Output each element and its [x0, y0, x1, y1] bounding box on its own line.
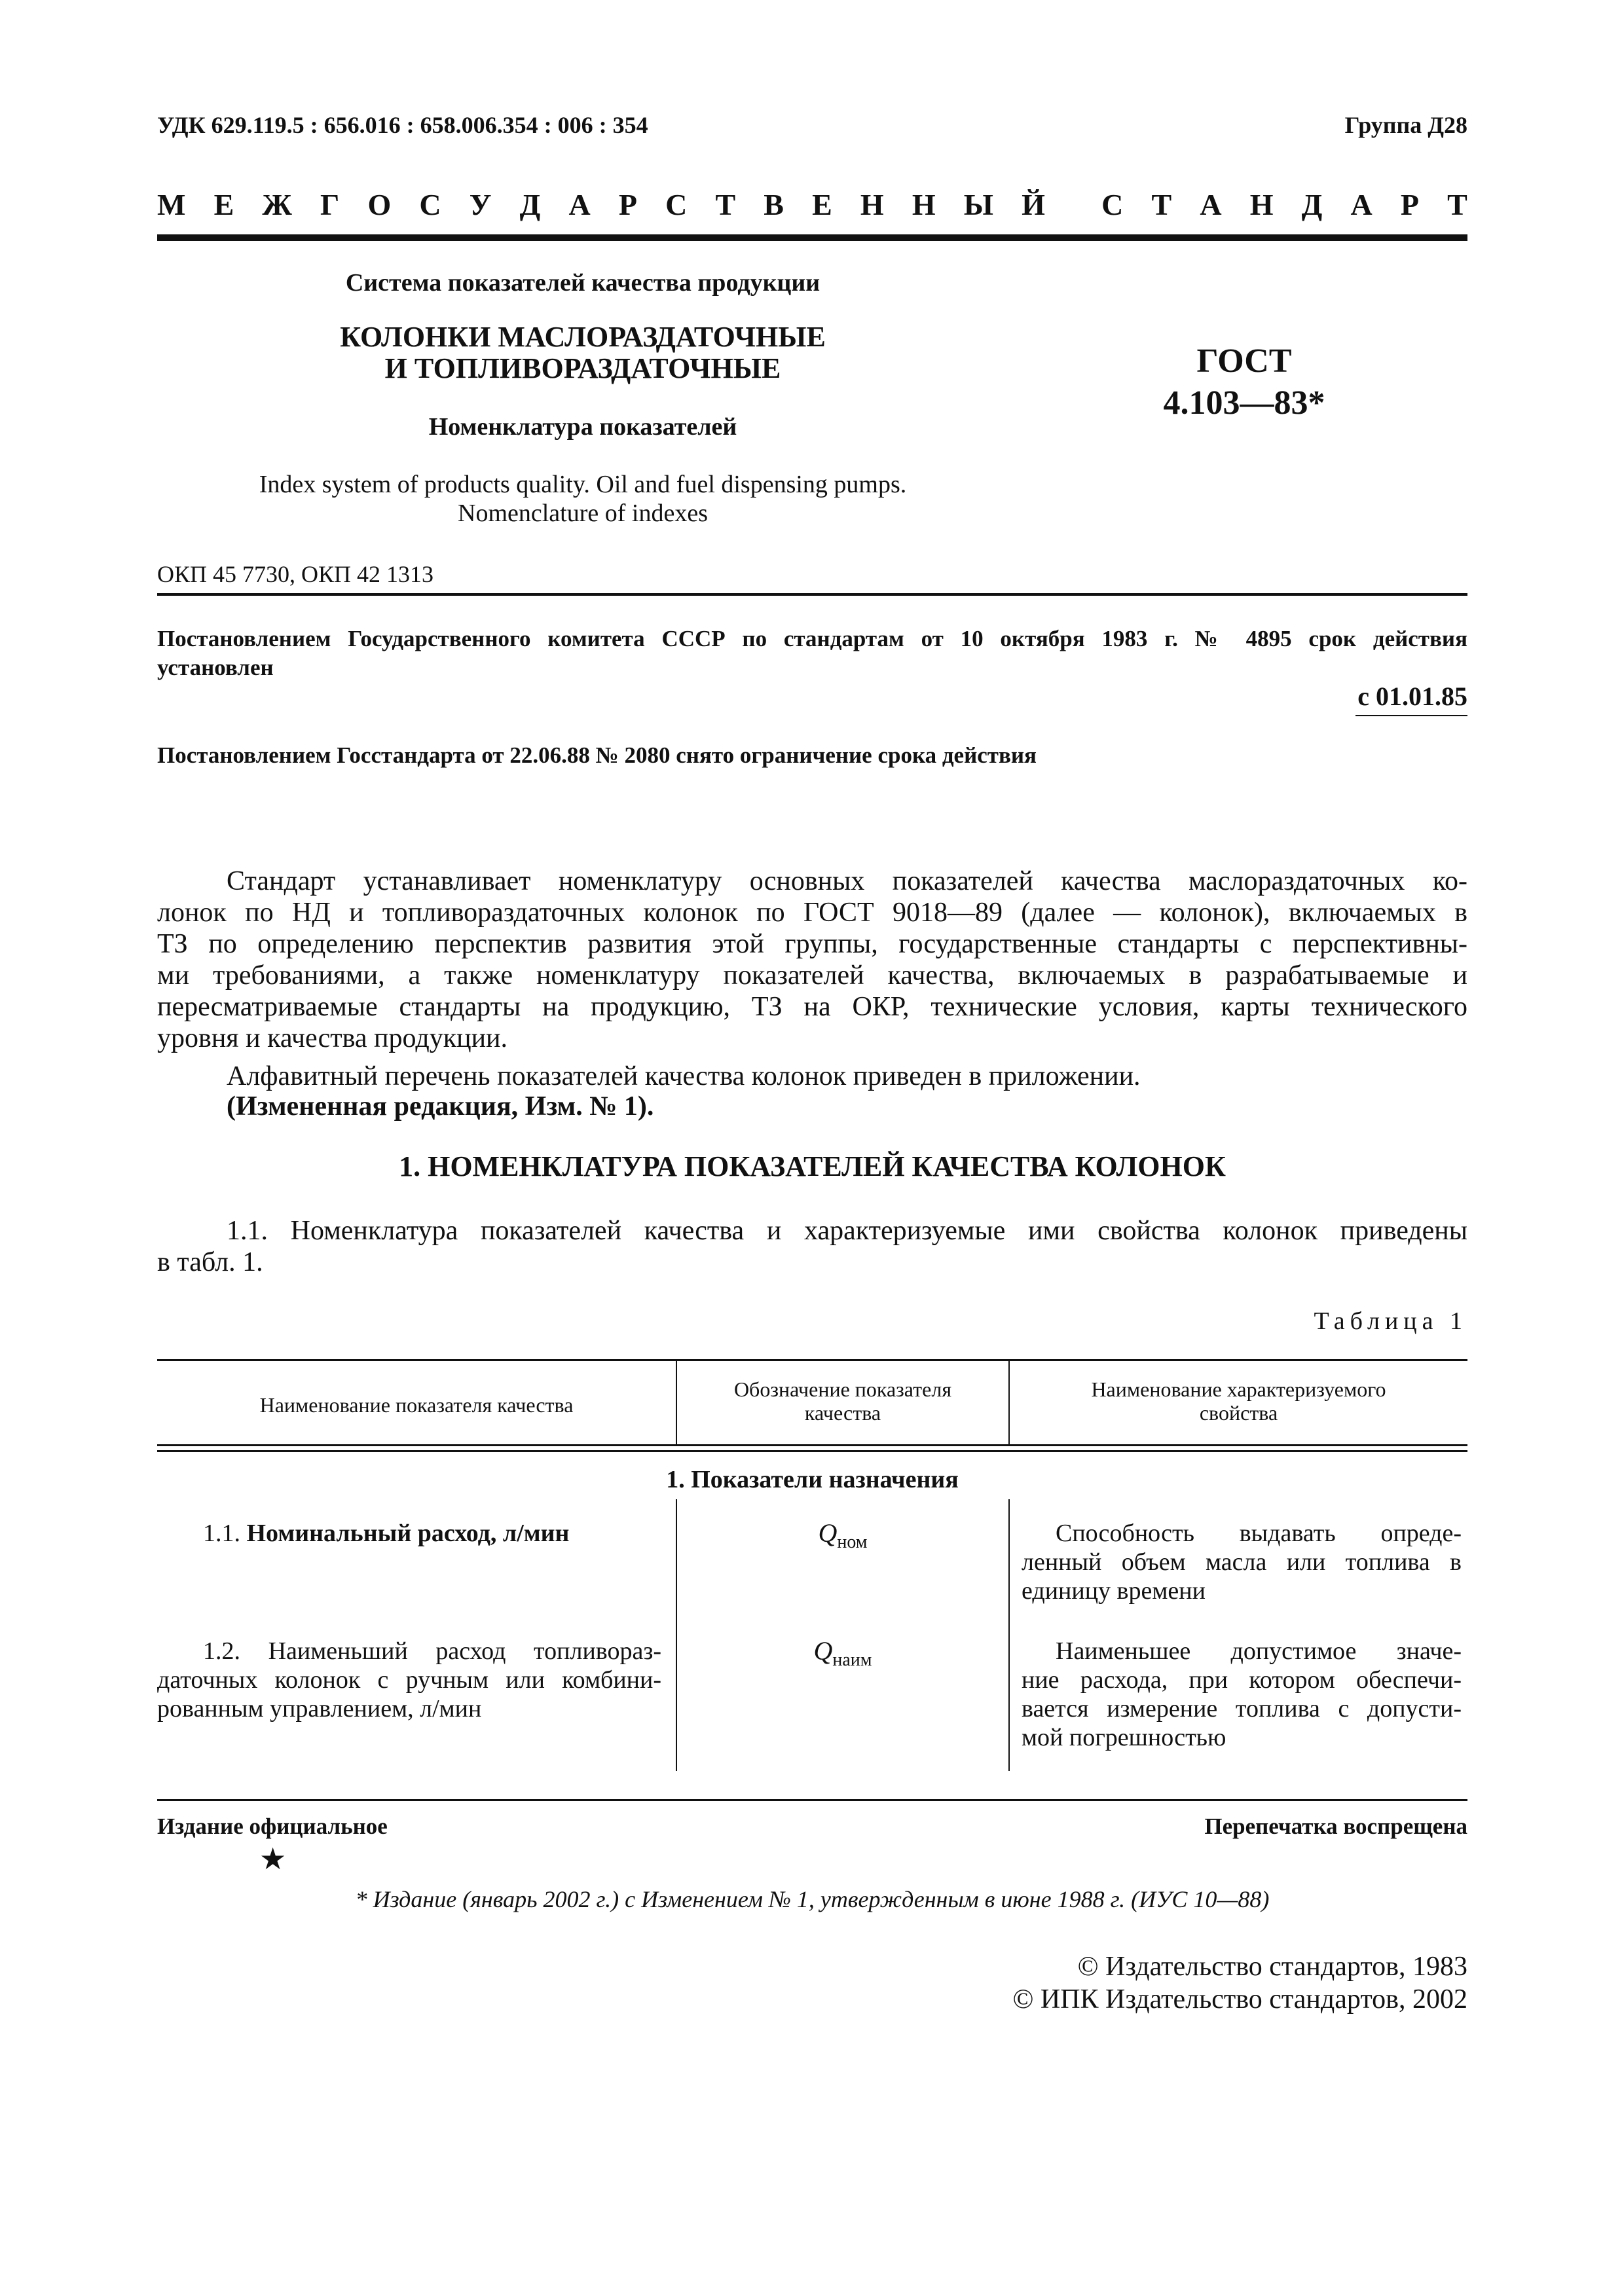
nomenclature-subtitle: Номенклатура показателей: [428, 413, 737, 441]
table-header-indicator: Наименование показателя качества: [259, 1393, 574, 1417]
heading-letter: Й: [1022, 188, 1045, 221]
heading-letter: О: [367, 188, 392, 221]
clause-1-1-line1: 1.1. Номенклатура показателей качества и характеризуемые ими свойства колонок приведены: [227, 1216, 1467, 1246]
heading-letter: Т: [1447, 188, 1467, 221]
udk-code: УДК 629.119.5 : 656.016 : 658.006.354 : 006 : 354: [157, 112, 648, 138]
heading-letter: А: [1350, 188, 1373, 221]
table-header-property: [1010, 1377, 1467, 1425]
gost-code: 4.103—83*: [1163, 384, 1325, 422]
gost-label: ГОСТ: [1196, 342, 1292, 380]
system-title: Система показателей качества продукции: [345, 269, 820, 297]
heading-letter: Ж: [262, 188, 292, 221]
table-row-1-desc-line3: единицу времени: [1022, 1577, 1206, 1605]
heading-letter: У: [469, 188, 492, 221]
copyright-1983: © Издательство стандартов, 1983: [1077, 1952, 1467, 1982]
table-header-symbol: [677, 1377, 1008, 1425]
intro-line4: ми требованиями, а также номенклатуру показателей качества, включаемых в разрабатываемые и: [157, 960, 1467, 991]
heading-letter: Е: [812, 188, 832, 221]
okp-codes: ОКП 45 7730, ОКП 42 1313: [157, 561, 434, 587]
table-top-rule: [157, 1359, 1467, 1361]
heading-letter: С: [665, 188, 688, 221]
table-column-divider: [1008, 1499, 1010, 1771]
edition-footnote: * Издание (январь 2002 г.) с Изменением № 1, утвержденным в июне 1988 г. (ИУС 10—88): [355, 1886, 1270, 1912]
intro-line6: уровня и качества продукции.: [157, 1023, 508, 1053]
intro-line1: Стандарт устанавливает номенклатуру основных показателей качества маслораздаточных ко-: [227, 866, 1467, 896]
okp-rule: [157, 593, 1467, 596]
table-row-2-desc-line2: ние расхода, при котором обеспечи-: [1022, 1666, 1462, 1694]
interstate-standard-heading: [157, 187, 1467, 222]
effective-date: с 01.01.85: [1357, 682, 1467, 711]
table-group-heading: 1. Показатели назначения: [666, 1466, 959, 1493]
table-label: Таблица 1: [1314, 1307, 1467, 1335]
heading-letter: Д: [1301, 188, 1323, 221]
copyright-2002: © ИПК Издательство стандартов, 2002: [1012, 1984, 1467, 2014]
heading-letter: Т: [715, 188, 736, 221]
english-title-line1: Index system of products quality. Oil and fuel dispensing pumps.: [259, 471, 907, 498]
heading-letter: Н: [860, 188, 884, 221]
decree-line2: установлен: [157, 655, 274, 680]
heading-letter: В: [764, 188, 784, 221]
intro-line5: пересматриваемые стандарты на продукцию, ТЗ на ОКР, технические условия, карты технического: [157, 992, 1467, 1022]
table-row-2-desc-line3: вается измерение топлива с допусти-: [1022, 1695, 1462, 1722]
english-title-line2: Nomenclature of indexes: [458, 500, 708, 527]
table-bottom-rule: [157, 1799, 1467, 1801]
table-header-rule: [157, 1444, 1467, 1446]
decree-line3: Постановлением Госстандарта от 22.06.88 № 2080 снято ограничение срока действия: [157, 742, 1037, 768]
table-row-1-desc-line2: ленный объем масла или топлива в: [1022, 1548, 1462, 1576]
product-title-line1: КОЛОНКИ МАСЛОРАЗДАТОЧНЫЕ: [340, 321, 826, 353]
row-2-symbol-letter: Q: [813, 1636, 833, 1666]
row-2-symbol-subscript: наим: [832, 1650, 872, 1670]
table-header-property-line2: свойства: [1199, 1401, 1278, 1425]
heading-letter: Р: [1400, 188, 1419, 221]
heading-letter: Е: [213, 188, 234, 221]
heading-letter: С: [1101, 188, 1124, 221]
heading-letter: Н: [1249, 188, 1274, 221]
row-1-indicator: Номинальный расход, л/мин: [246, 1520, 570, 1547]
table-header-symbol-line2: качества: [804, 1401, 881, 1425]
table-row-1-desc-line1: Способность выдавать опреде-: [1056, 1520, 1462, 1547]
heading-letter: А: [568, 188, 591, 221]
table-row-2-name-line1: 1.2. Наименьший расход топливораз-: [203, 1637, 661, 1665]
effective-date-underline: [1355, 715, 1467, 716]
heading-letter: М: [157, 188, 186, 221]
amendment-note: (Измененная редакция, Изм. № 1).: [227, 1091, 654, 1121]
official-edition: Издание официальное: [157, 1813, 388, 1839]
group-code: Группа Д28: [1344, 112, 1467, 138]
row-1-number: 1.1.: [203, 1520, 240, 1547]
table-row-2-symbol: [677, 1635, 1008, 1671]
heading-rule: [157, 234, 1467, 241]
product-title-line2: И ТОПЛИВОРАЗДАТОЧНЫЕ: [384, 352, 781, 384]
heading-letter: А: [1200, 188, 1222, 221]
row-1-symbol-letter: Q: [818, 1518, 838, 1548]
intro-line3: ТЗ по определению перспектив развития этой группы, государственные стандарты с перспективны-: [157, 929, 1467, 959]
reprint-prohibited: Перепечатка воспрещена: [1204, 1813, 1467, 1839]
intro-line2: лонок по НД и топливораздаточных колонок по ГОСТ 9018—89 (далее — колонок), включаемых в: [157, 898, 1467, 928]
table-header-symbol-line1: Обозначение показателя: [733, 1377, 952, 1401]
star-icon: ★: [259, 1842, 287, 1876]
heading-letter: Н: [912, 188, 936, 221]
decree-line1: Постановлением Государственного комитета СССР по стандартам от 10 октября 1983 г. № 4895 срок действия: [157, 626, 1467, 651]
table-row-2-name-line3: рованным управлением, л/мин: [157, 1695, 482, 1722]
gost-number: [1087, 340, 1401, 424]
table-header-property-line1: Наименование характеризуемого: [1091, 1377, 1386, 1401]
table-row-2-desc-line1: Наименьшее допустимое значе-: [1056, 1637, 1462, 1665]
table-row-1-symbol: [677, 1518, 1008, 1553]
heading-letter: Д: [519, 188, 541, 221]
heading-letter: Т: [1151, 188, 1172, 221]
heading-letter: Ы: [963, 188, 993, 221]
heading-letter: Р: [618, 188, 637, 221]
table-header-rule: [157, 1450, 1467, 1452]
clause-1-1-line2: в табл. 1.: [157, 1247, 263, 1277]
section-title: 1. НОМЕНКЛАТУРА ПОКАЗАТЕЛЕЙ КАЧЕСТВА КОЛОНОК: [399, 1150, 1226, 1182]
intro-line7: Алфавитный перечень показателей качества колонок приведен в приложении.: [227, 1061, 1141, 1091]
heading-letter: Г: [320, 188, 340, 221]
table-row-2-name-line2: даточных колонок с ручным или комбини-: [157, 1666, 661, 1694]
heading-letter: С: [419, 188, 441, 221]
table-row-1-name: [203, 1519, 661, 1548]
table-row-2-desc-line4: мой погрешностью: [1022, 1724, 1226, 1751]
row-1-symbol-subscript: ном: [837, 1532, 868, 1552]
